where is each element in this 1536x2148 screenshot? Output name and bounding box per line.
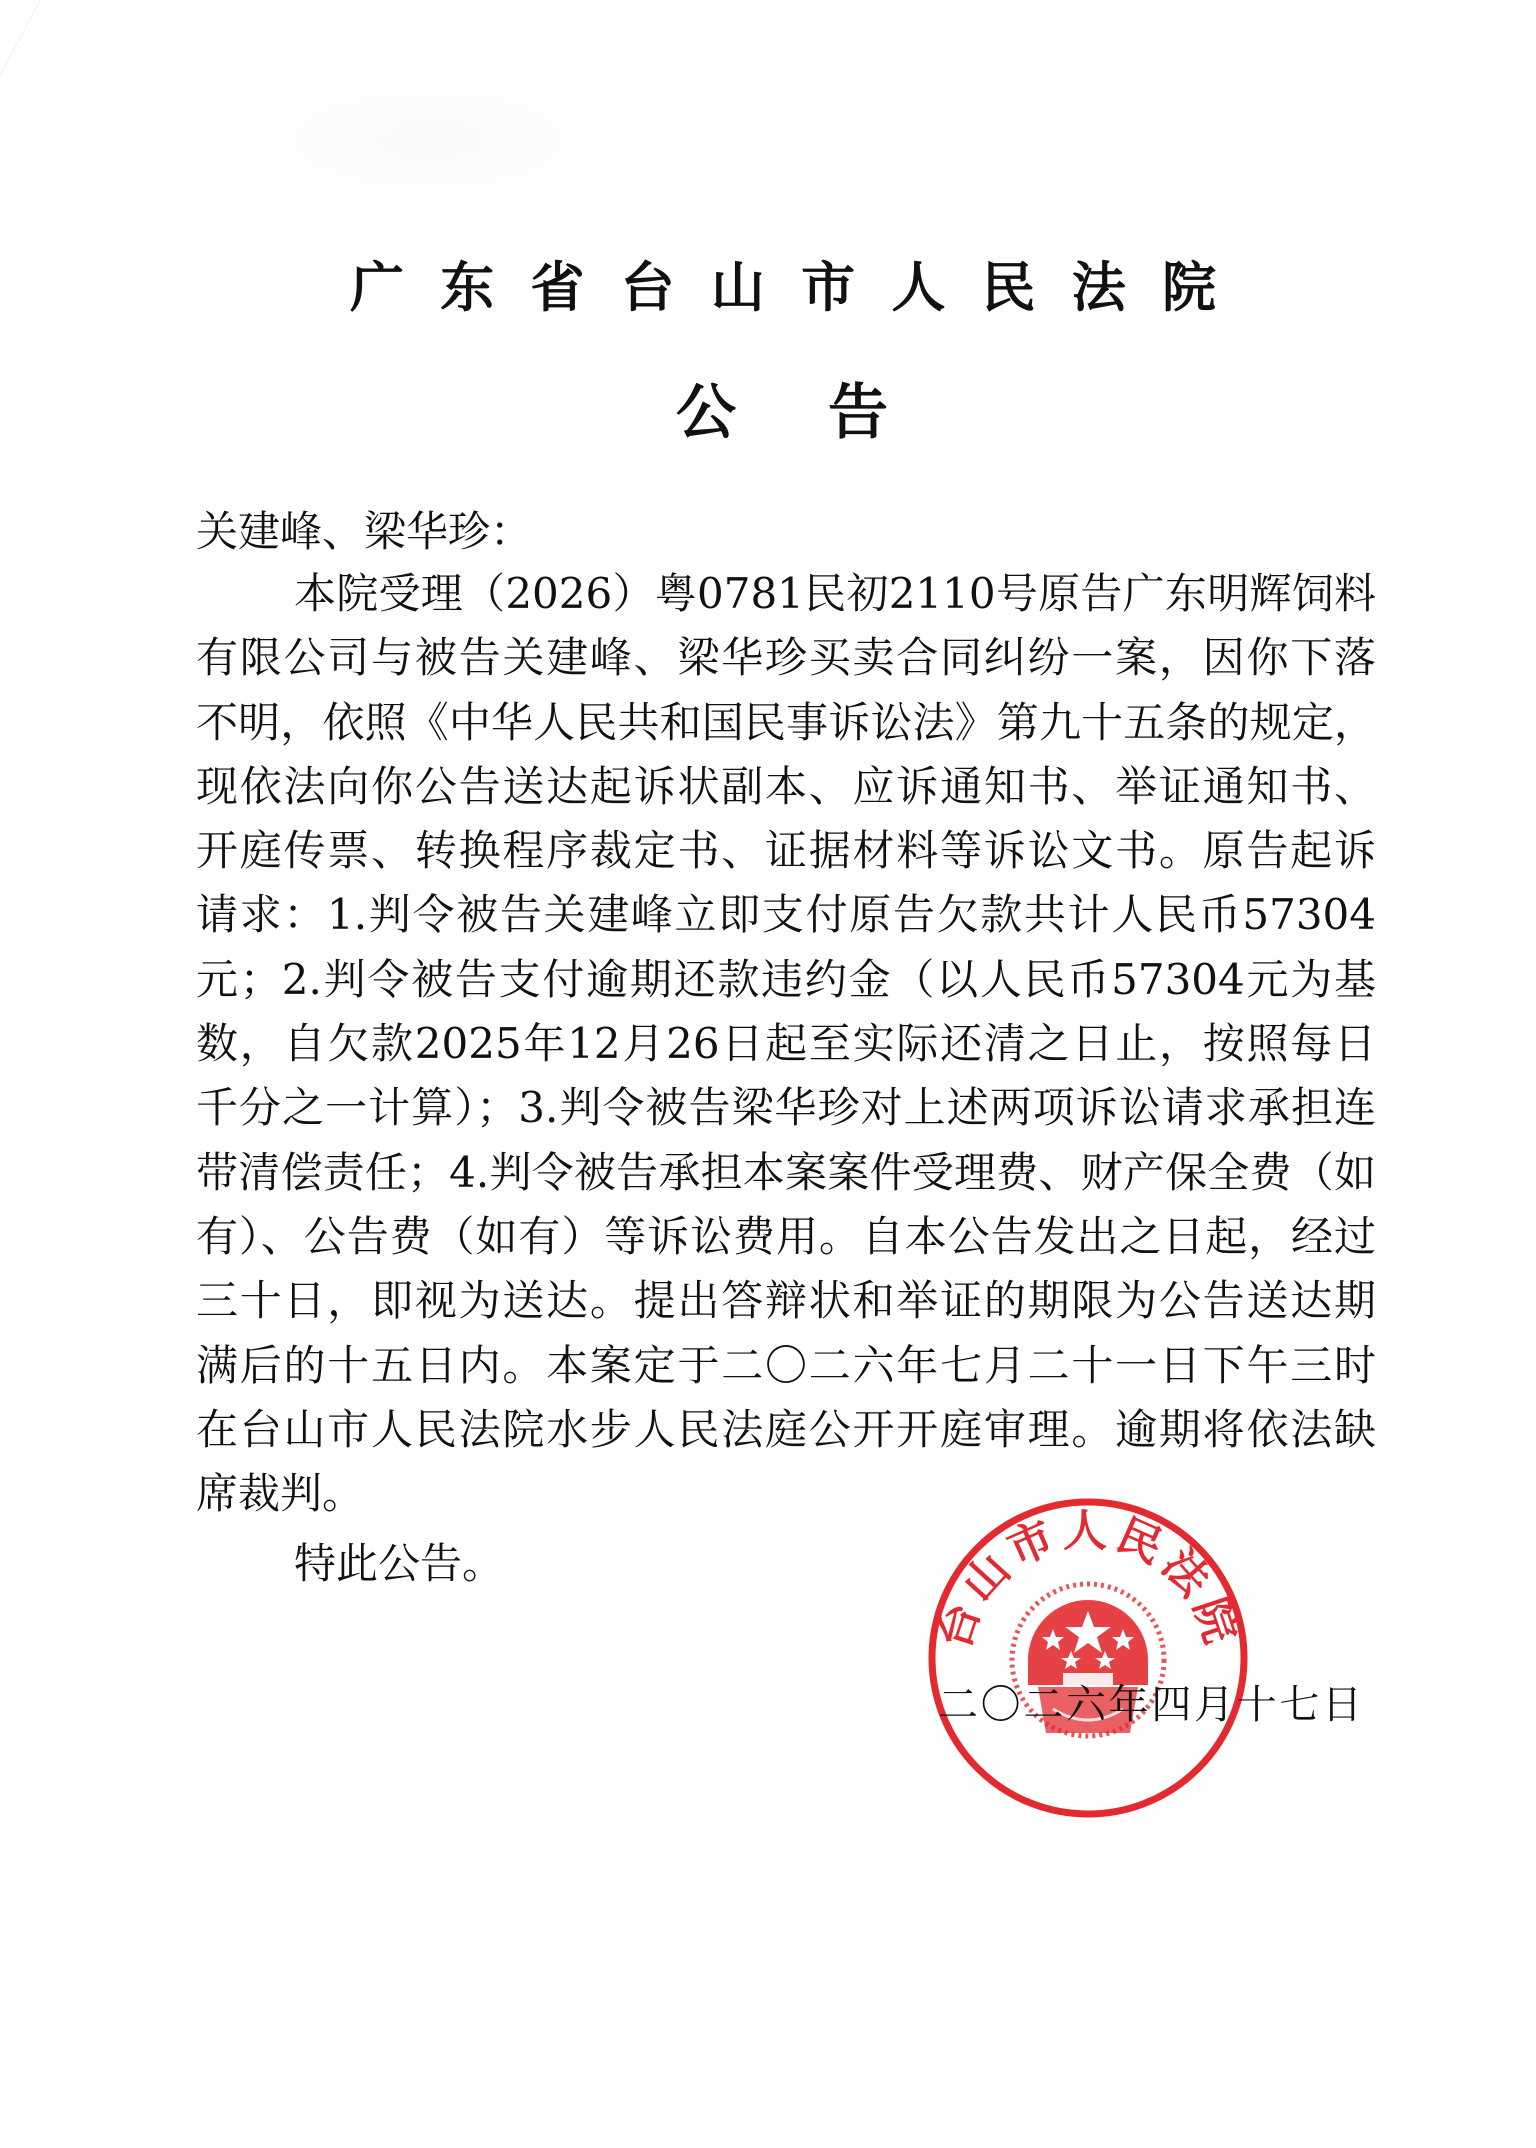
body-line: 现依法向你公告送达起诉状副本、应诉通知书、举证通知书、 (196, 761, 1376, 811)
body-line: 在台山市人民法院水步人民法庭公开开庭审理。逾期将依法缺 (196, 1404, 1376, 1454)
body-line: 有）、公告费（如有）等诉讼费用。自本公告发出之日起，经过 (196, 1211, 1376, 1261)
body-line: 满后的十五日内。本案定于二〇二六年七月二十一日下午三时 (196, 1340, 1376, 1390)
body-line: 有限公司与被告关建峰、梁华珍买卖合同纠纷一案，因你下落 (196, 633, 1376, 683)
faint-watermark (200, 60, 660, 220)
body-line: 千分之一计算）；3.判令被告梁华珍对上述两项诉讼请求承担连 (196, 1083, 1376, 1133)
body-line: 带清偿责任；4.判令被告承担本案案件受理费、财产保全费（如 (196, 1147, 1376, 1197)
body-line: 本院受理（2026）粤0781民初2110号原告广东明辉饲料 (294, 569, 1376, 618)
notice-body (196, 568, 1376, 1532)
body-line: 不明，依照《中华人民共和国民事诉讼法》第九十五条的规定， (196, 697, 1376, 747)
body-line: 元；2.判令被告支付逾期还款违约金（以人民币57304元为基 (196, 954, 1376, 1004)
issue-date: 二〇二六年四月十七日 (938, 1682, 1362, 1728)
court-seal (925, 1495, 1251, 1821)
court-name-heading: 广东省台山市人民法院 (350, 256, 1216, 319)
body-line: 开庭传票、转换程序裁定书、证据材料等诉讼文书。原告起诉 (196, 826, 1376, 876)
body-line: 三十日，即视为送达。提出答辩状和举证的期限为公告送达期 (196, 1276, 1376, 1326)
document-type-heading: 公告 (676, 378, 888, 448)
seal-text: 台山市人民法院 (928, 1505, 1248, 1656)
closing-statement: 特此公告。 (294, 1539, 505, 1588)
scan-fold-line (0, 0, 130, 150)
body-line: 席裁判。 (196, 1469, 365, 1519)
salutation: 关建峰、梁华珍： (196, 507, 533, 556)
body-line: 数，自欠款2025年12月26日起至实际还清之日止，按照每日 (196, 1019, 1376, 1069)
body-line: 请求：1.判令被告关建峰立即支付原告欠款共计人民币57304 (196, 890, 1376, 940)
